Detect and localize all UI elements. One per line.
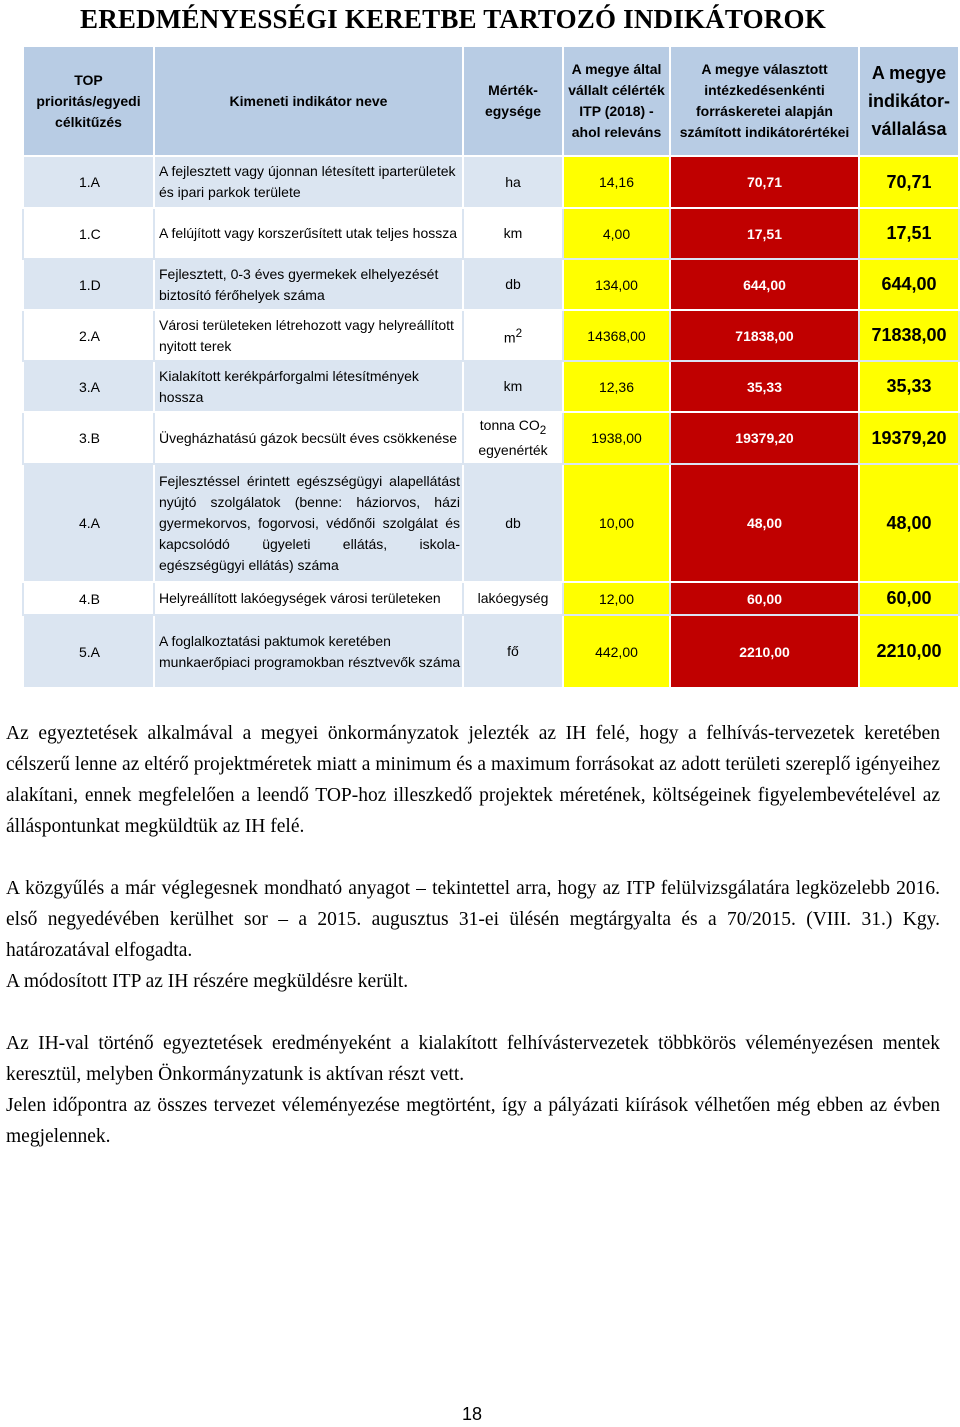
- priority-code: 2.A: [23, 310, 154, 361]
- commitment-value: 17,51: [859, 208, 959, 259]
- header-calc: A megye választott intézkedésenkénti forráskeretei alapján számított indikátorértékei: [670, 46, 859, 156]
- unit-text: tonna CO: [479, 416, 540, 433]
- unit-cell: km: [463, 208, 563, 259]
- unit-cell: lakóegység: [463, 582, 563, 615]
- unit-cell: [463, 310, 563, 361]
- calculated-value: 19379,20: [670, 412, 859, 464]
- calculated-value: 48,00: [670, 464, 859, 582]
- commitment-value: 60,00: [859, 582, 959, 615]
- commitment-value: 35,33: [859, 361, 959, 412]
- commitment-value: 48,00: [859, 464, 959, 582]
- table-row: [23, 412, 959, 464]
- header-indicator: Kimeneti indikátor neve: [154, 46, 463, 156]
- table-row: [23, 582, 959, 615]
- calculated-value: 17,51: [670, 208, 859, 259]
- itp-target: 442,00: [563, 615, 670, 688]
- table-row: [23, 615, 959, 688]
- itp-target: 12,36: [563, 361, 670, 412]
- commitment-value: 71838,00: [859, 310, 959, 361]
- table-row: [23, 310, 959, 361]
- indicator-name: Városi területeken létrehozott vagy helyreállított nyitott terek: [154, 310, 463, 361]
- calculated-value: 70,71: [670, 156, 859, 208]
- indicator-name: Helyreállított lakóegységek városi területeken: [154, 582, 463, 615]
- itp-target: 14,16: [563, 156, 670, 208]
- indicator-name: Üvegházhatású gázok becsült éves csökkenése: [154, 412, 463, 464]
- header-unit: Mérték-egysége: [463, 46, 563, 156]
- itp-target: 10,00: [563, 464, 670, 582]
- priority-code: 1.C: [23, 208, 154, 259]
- commitment-value: 2210,00: [859, 615, 959, 688]
- page-title: EREDMÉNYESSÉGI KERETBE TARTOZÓ INDIKÁTOROK: [80, 4, 826, 34]
- calculated-value: 644,00: [670, 259, 859, 310]
- header-itp: A megye által vállalt célérték ITP (2018) - ahol releváns: [563, 46, 670, 156]
- calculated-value: 2210,00: [670, 615, 859, 688]
- unit-cell: db: [463, 464, 563, 582]
- priority-code: 3.B: [23, 412, 154, 464]
- priority-code: 5.A: [23, 615, 154, 688]
- priority-code: 4.A: [23, 464, 154, 582]
- unit-text-second-line: egyenérték: [478, 442, 548, 459]
- unit-subscript: 2: [539, 423, 547, 437]
- indicator-name: Fejlesztéssel érintett egészségügyi alapellátást nyújtó szolgálatok (benne: háziorvos, házi gyermekorvos, fogorvosi, védőnői szolgálat és kapcsolódó ügyeleti ellátás, iskola-egészségügyi ellátás) száma: [154, 464, 463, 582]
- unit-cell: km: [463, 361, 563, 412]
- table-row: [23, 208, 959, 259]
- calculated-value: 35,33: [670, 361, 859, 412]
- indicator-name: Fejlesztett, 0-3 éves gyermekek elhelyezését biztosító férőhelyek száma: [154, 259, 463, 310]
- indicator-name: A felújított vagy korszerűsített utak teljes hossza: [154, 208, 463, 259]
- priority-code: 1.A: [23, 156, 154, 208]
- itp-target: 14368,00: [563, 310, 670, 361]
- unit-cell: fő: [463, 615, 563, 688]
- unit-cell: ha: [463, 156, 563, 208]
- unit-cell: [463, 412, 563, 464]
- calculated-value: 71838,00: [670, 310, 859, 361]
- priority-code: 4.B: [23, 582, 154, 615]
- paragraph: A közgyűlés a már véglegesnek mondható anyagot – tekintettel arra, hogy az ITP felülvizsgálatára legközelebb 2016. első negyedévében kerülhet sor – a 2015. augusztus 31-ei ülésén megtárgyalta és a 70/2015. (VIII. 31.) Kgy. határozatával elfogadta.: [6, 878, 940, 961]
- unit-cell: db: [463, 259, 563, 310]
- indicator-name: Kialakított kerékpárforgalmi létesítmények hossza: [154, 361, 463, 412]
- itp-target: 134,00: [563, 259, 670, 310]
- paragraph: Az IH-val történő egyeztetések eredményeként a kialakított felhívástervezetek többkörös véleményezésen mentek keresztül, melyben Önkormányzatunk is aktívan részt vett.: [6, 1033, 940, 1085]
- itp-target: 4,00: [563, 208, 670, 259]
- table-row: [23, 156, 959, 208]
- calculated-value: 60,00: [670, 582, 859, 615]
- commitment-value: 70,71: [859, 156, 959, 208]
- table-row: [23, 361, 959, 412]
- priority-code: 3.A: [23, 361, 154, 412]
- commitment-value: 644,00: [859, 259, 959, 310]
- table-row: [23, 259, 959, 310]
- commitment-value: 19379,20: [859, 412, 959, 464]
- indicator-name: A foglalkoztatási paktumok keretében munkaerőpiaci programokban résztvevők száma: [154, 615, 463, 688]
- paragraph: Az egyeztetések alkalmával a megyei önkormányzatok jelezték az IH felé, hogy a felhívás-tervezetek keretében célszerű lenne az eltérő projektméretek miatt a minimum és a maximum forrásokat az adott területi szereplő igényeihez alakítani, ennek megfelelően a leendő TOP-hoz illeszkedő projektek méretének, költségeinek figyelembevételével az álláspontunkat megküldtük az IH felé.: [6, 723, 940, 837]
- unit-superscript: 2: [515, 326, 523, 340]
- paragraph: A módosított ITP az IH részére megküldésre került.: [6, 971, 409, 992]
- page-number: 18: [461, 1404, 483, 1424]
- table-header-row: [23, 46, 959, 156]
- paragraph: Jelen időpontra az összes tervezet véleményezése megtörtént, így a pályázati kiírások vélhetően még ebben az évben megjelennek.: [6, 1095, 940, 1147]
- indicator-name: A fejlesztett vagy újonnan létesített iparterületek és ipari parkok területe: [154, 156, 463, 208]
- body-text: [6, 718, 940, 1152]
- itp-target: 1938,00: [563, 412, 670, 464]
- priority-code: 1.D: [23, 259, 154, 310]
- table-row: [23, 464, 959, 582]
- unit-text: m: [503, 329, 516, 346]
- indicator-table: [22, 45, 960, 689]
- header-commitment: A megye indikátor-vállalása: [859, 46, 959, 156]
- header-priority: TOP prioritás/egyedi célkitűzés: [23, 46, 154, 156]
- itp-target: 12,00: [563, 582, 670, 615]
